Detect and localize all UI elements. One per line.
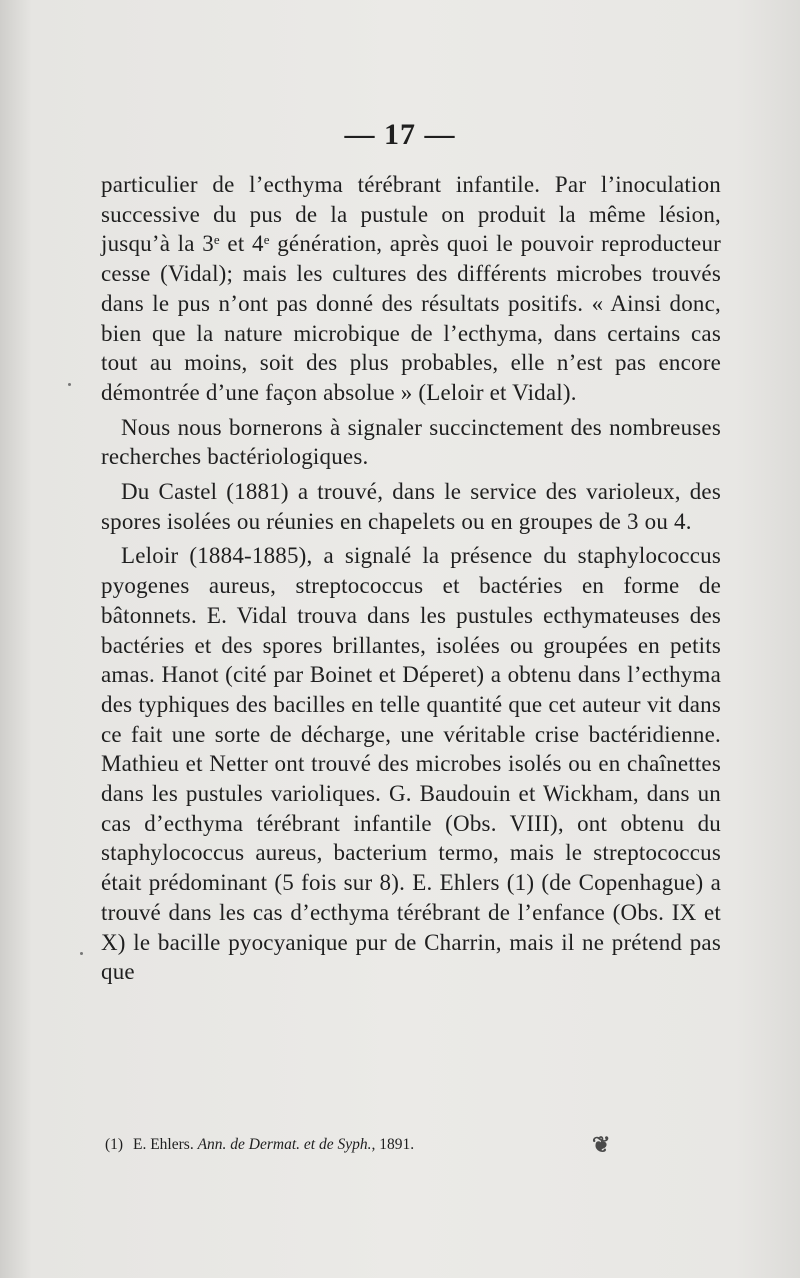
footnote-journal: Ann. de Dermat. et de Syph., <box>197 1136 376 1153</box>
paragraph-text-segment: et 4 <box>219 231 264 257</box>
paragraph: Du Castel (1881) a trouvé, dans le service des varioleux, des spores isolées ou réunies en chapelets ou en groupes de 3 ou 4. <box>101 479 721 534</box>
ordinal-superscript: e <box>213 232 220 248</box>
footnote-author: E. Ehlers. <box>133 1136 194 1153</box>
paragraph: Leloir (1884-1885), a signalé la présence du staphylococcus pyogenes aureus, streptococcus et bactéries en forme de bâtonnets. E. Vidal trouva dans les pustules ecthymateuses des bactéries et des spores brillantes, isolées ou groupées en petits amas. Hanot (cité par Boinet et Déperet) a obtenu dans l’ecthyma des typhiques des bacilles en telle quantité que cet auteur vit dans ce fait une sorte de décharge, une véritable crise bactéridienne. Mathieu et Netter ont trouvé des microbes isolés ou en chaînettes dans les pustules varioliques. G. Baudouin et Wickham, dans un cas d’ecthyma térébrant infantile (Obs. VIII), ont obtenu du staphylococcus aureus, bacterium termo, mais le streptococcus était prédominant (5 fois sur 8). E. Ehlers (1) (de Copenhague) a trouvé dans les cas d’ecthyma térébrant de l’enfance (Obs. IX et X) le bacille pyocyanique pur de Charrin, mais il ne prétend pas que <box>101 543 721 985</box>
paragraph-text-segment: génération, après quoi le pouvoir reproducteur cesse (Vidal); mais les cultures des différents microbes trouvés dans le pus n’ont pas donné des résultats positifs. « Ainsi donc, bien que la nature microbique de l’ecthyma, dans certains cas tout au moins, soit des plus probables, elle n’est pas encore démontrée d’une façon absolue » (Leloir et Vidal). <box>101 231 721 405</box>
footnote-year: 1891. <box>379 1136 415 1153</box>
footnote-number: (1) <box>105 1136 124 1153</box>
footnote <box>105 1135 625 1155</box>
paper-speck <box>68 383 71 386</box>
paragraph-continuation <box>101 170 721 408</box>
page-number: — 17 — <box>344 118 456 151</box>
paragraph: Nous nous bornerons à signaler succinctement des nombreuses recherches bactériologiques. <box>101 414 721 470</box>
paper-speck <box>80 952 83 955</box>
body-text <box>101 170 721 987</box>
ordinal-superscript: e <box>263 232 270 248</box>
paragraph-text-segment: particulier de l’ecthyma térébrant infantile. Par l’inoculation successive du pus de la pustule on produit la même lésion, jusqu’à la 3 <box>101 172 721 257</box>
library-mark-icon: ❦ <box>592 1132 611 1157</box>
